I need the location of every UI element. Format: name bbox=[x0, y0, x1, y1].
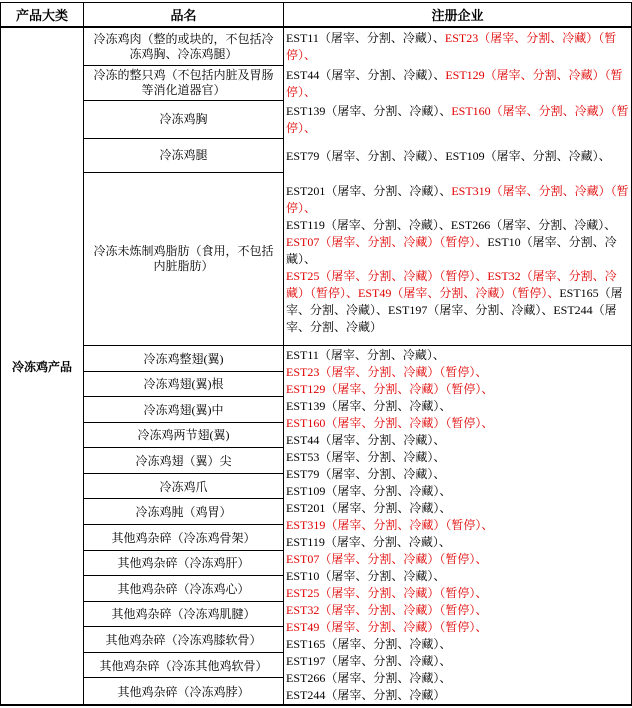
enterprise-entry-suspended: EST25（屠宰、分割、冷藏）（暂停）、EST32（屠宰、分割、冷藏）（暂停）、EST49（屠宰、分割、冷藏）（暂停）、 bbox=[286, 268, 617, 300]
product-row bbox=[84, 173, 631, 345]
enterprise-paragraph bbox=[286, 67, 629, 101]
product-name-cell: 冷冻鸡爪 bbox=[84, 474, 283, 500]
enterprise-entry-suspended: EST160（屠宰、分割、冷藏）（暂停）、 bbox=[286, 415, 494, 430]
enterprise-entry: EST109（屠宰、分割、冷藏）、 bbox=[286, 483, 452, 498]
enterprise-entry: EST10（屠宰、分割、冷藏）、 bbox=[286, 234, 617, 266]
enterprise-line bbox=[286, 347, 629, 364]
enterprise-entry: EST44（屠宰、分割、冷藏）、 bbox=[286, 67, 446, 82]
enterprise-cell bbox=[284, 173, 631, 345]
product-name-cell: 其他鸡杂碎（冷冻鸡膝软骨） bbox=[84, 627, 283, 653]
enterprise-entry-suspended: EST49（屠宰、分割、冷藏）（暂停）、 bbox=[286, 619, 488, 634]
block2 bbox=[84, 346, 631, 704]
enterprise-paragraph bbox=[286, 268, 629, 336]
enterprise-entry-suspended: EST319（屠宰、分割、冷藏）（暂停）、 bbox=[286, 183, 629, 215]
enterprise-entry-suspended: EST129（屠宰、分割、冷藏）（暂停）、 bbox=[286, 67, 623, 99]
product-name-cell: 冷冻鸡翅(翼)中 bbox=[84, 397, 283, 423]
enterprise-line bbox=[286, 653, 629, 670]
product-row bbox=[84, 139, 631, 173]
enterprise-cell bbox=[284, 66, 631, 101]
enterprise-entry-suspended: EST07（屠宰、分割、冷藏）（暂停）、 bbox=[286, 551, 488, 566]
enterprise-entry-suspended: EST32（屠宰、分割、冷藏）（暂停）、 bbox=[286, 602, 488, 617]
enterprise-line bbox=[286, 432, 629, 449]
table-body bbox=[1, 28, 631, 704]
header-product-name: 品名 bbox=[84, 3, 284, 26]
enterprise-paragraph bbox=[286, 148, 629, 165]
product-table bbox=[0, 2, 632, 706]
enterprise-line bbox=[286, 398, 629, 415]
enterprise-line bbox=[286, 687, 629, 704]
enterprise-line bbox=[286, 670, 629, 687]
product-row bbox=[84, 66, 631, 101]
enterprise-entry: EST197（屠宰、分割、冷藏）、 bbox=[286, 653, 452, 668]
enterprise-cell bbox=[284, 101, 631, 139]
enterprise-line bbox=[286, 602, 629, 619]
product-name-cell: 其他鸡杂碎（冷冻鸡肝） bbox=[84, 551, 283, 577]
product-name-cell: 其他鸡杂碎（冷冻鸡心） bbox=[84, 576, 283, 602]
enterprise-entry: EST44（屠宰、分割、冷藏）、 bbox=[286, 432, 446, 447]
product-name-cell: 其他鸡杂碎（冷冻鸡脖） bbox=[117, 684, 250, 699]
enterprise-entry: EST165（屠宰、分割、冷藏）、EST197（屠宰、分割、冷藏）、EST244（屠宰、分割、冷藏） bbox=[286, 285, 623, 334]
product-row bbox=[84, 101, 631, 139]
enterprise-entry: EST79（屠宰、分割、冷藏）、EST109（屠宰、分割、冷藏）、 bbox=[286, 148, 611, 163]
product-name-cell: 冷冻鸡肉（整的或块的，不包括冷冻鸡胸、冷冻鸡腿） bbox=[84, 28, 284, 66]
enterprise-line bbox=[286, 568, 629, 585]
product-name-cell: 冷冻鸡胸 bbox=[84, 101, 284, 139]
enterprise-line bbox=[286, 415, 629, 432]
block2-enterprises bbox=[284, 346, 631, 704]
enterprise-paragraph bbox=[286, 217, 629, 234]
enterprise-entry-suspended: EST129（屠宰、分割、冷藏）（暂停）、 bbox=[286, 381, 494, 396]
enterprise-paragraph bbox=[286, 234, 629, 268]
enterprise-entry: EST244（屠宰、分割、冷藏） bbox=[286, 687, 446, 702]
enterprise-entry-suspended: EST160（屠宰、分割、冷藏）（暂停）、 bbox=[286, 104, 629, 135]
enterprise-line bbox=[286, 483, 629, 500]
header-product-category: 产品大类 bbox=[1, 3, 84, 26]
enterprise-line bbox=[286, 500, 629, 517]
enterprise-paragraph bbox=[286, 30, 629, 64]
enterprise-entry: EST165（屠宰、分割、冷藏）、 bbox=[286, 636, 452, 651]
enterprise-line bbox=[286, 534, 629, 551]
product-name-cell: 其他鸡杂碎（冷冻鸡肌腱） bbox=[84, 602, 283, 628]
enterprise-line bbox=[286, 466, 629, 483]
enterprise-line bbox=[286, 517, 629, 534]
enterprise-entry: EST11（屠宰、分割、冷藏）、 bbox=[286, 31, 445, 45]
enterprise-entry-suspended: EST319（屠宰、分割、冷藏）（暂停）、 bbox=[286, 517, 494, 532]
product-name-cell: 其他鸡杂碎（冷冻鸡骨架） bbox=[84, 525, 283, 551]
enterprise-cell bbox=[284, 28, 631, 66]
product-name-cell: 冷冻未炼制鸡脂肪（食用，不包括内脏脂肪） bbox=[84, 173, 284, 345]
product-name-cell: 冷冻鸡翅（翼）尖 bbox=[84, 448, 283, 474]
enterprise-line bbox=[286, 636, 629, 653]
enterprise-entry-suspended: EST25（屠宰、分割、冷藏）（暂停）、 bbox=[286, 585, 488, 600]
product-name-cell: 冷冻鸡两节翅(翼) bbox=[84, 423, 283, 449]
table-header-row bbox=[1, 3, 631, 28]
product-row bbox=[84, 28, 631, 66]
category-cell: 冷冻鸡产品 bbox=[1, 28, 84, 704]
enterprise-entry: EST139（屠宰、分割、冷藏）、 bbox=[286, 398, 452, 413]
enterprise-entry: EST119（屠宰、分割、冷藏）、EST266（屠宰、分割、冷藏）、 bbox=[286, 217, 617, 232]
enterprise-line bbox=[286, 619, 629, 636]
product-name-cell: 冷冻鸡腿 bbox=[84, 139, 284, 173]
enterprise-entry-suspended: EST23（屠宰、分割、冷藏）（暂停）、 bbox=[286, 31, 617, 62]
enterprise-paragraph bbox=[286, 103, 629, 137]
enterprise-entry: EST53（屠宰、分割、冷藏）、 bbox=[286, 449, 446, 464]
enterprise-entry: EST266（屠宰、分割、冷藏）、 bbox=[286, 670, 452, 685]
product-name-cell: 冷冻鸡整翅(翼) bbox=[84, 346, 283, 372]
enterprise-line bbox=[286, 381, 629, 398]
enterprise-paragraph bbox=[286, 183, 629, 217]
enterprise-entry: EST10（屠宰、分割、冷藏）、 bbox=[286, 568, 446, 583]
enterprise-entry-suspended: EST23（屠宰、分割、冷藏）（暂停）、 bbox=[286, 364, 488, 379]
block1-rows bbox=[84, 28, 631, 346]
header-registered-enterprise: 注册企业 bbox=[431, 8, 484, 23]
product-name-cell: 冷冻鸡翅(翼)根 bbox=[84, 372, 283, 398]
enterprise-line bbox=[286, 364, 629, 381]
enterprise-entry: EST79（屠宰、分割、冷藏）、 bbox=[286, 466, 446, 481]
product-name-cell: 冷冻鸡肫（鸡胃） bbox=[84, 499, 283, 525]
enterprise-entry: EST201（屠宰、分割、冷藏）、 bbox=[286, 183, 452, 198]
enterprise-line bbox=[286, 449, 629, 466]
enterprise-line bbox=[286, 551, 629, 568]
enterprise-cell bbox=[284, 139, 631, 173]
enterprise-entry-suspended: EST07（屠宰、分割、冷藏）（暂停）、 bbox=[286, 234, 488, 249]
enterprise-entry: EST139（屠宰、分割、冷藏）、 bbox=[286, 104, 452, 118]
enterprise-entry: EST119（屠宰、分割、冷藏）、 bbox=[286, 534, 451, 549]
enterprise-entry: EST201（屠宰、分割、冷藏）、 bbox=[286, 500, 452, 515]
enterprise-line bbox=[286, 585, 629, 602]
product-name-cell: 其他鸡杂碎（冷冻其他鸡软骨） bbox=[84, 653, 283, 679]
product-name-cell: 冷冻的整只鸡（不包括内脏及胃肠等消化道器官） bbox=[84, 66, 284, 101]
enterprise-entry: EST11（屠宰、分割、冷藏）、 bbox=[286, 347, 445, 362]
table-main bbox=[84, 28, 631, 704]
block2-names bbox=[84, 346, 284, 704]
